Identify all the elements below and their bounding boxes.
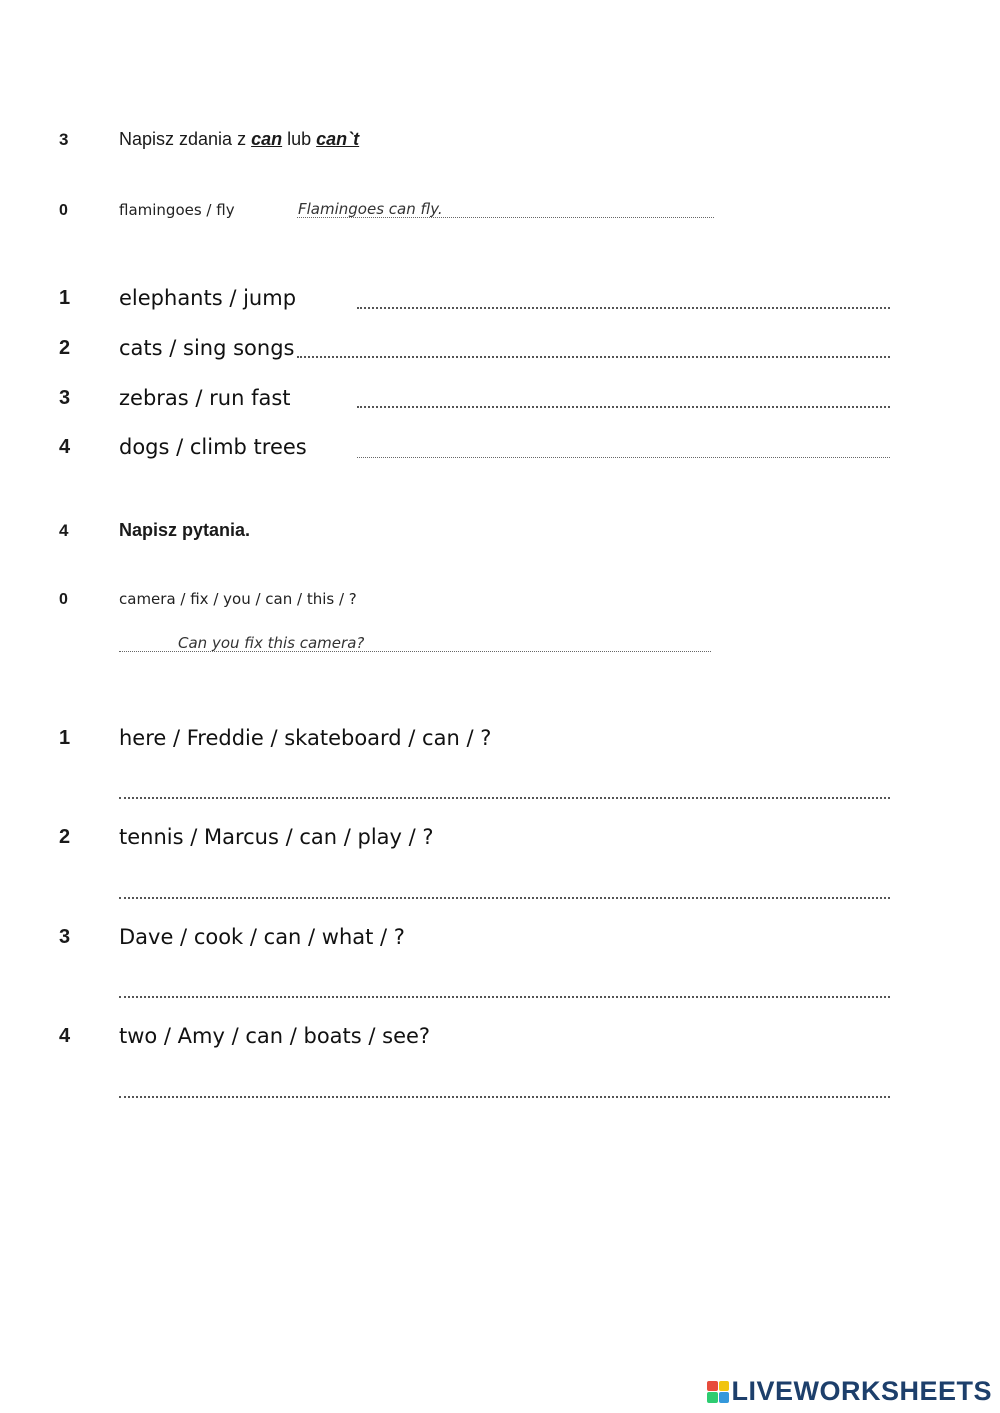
- answer-line: [119, 1096, 890, 1098]
- example-number: 0: [59, 591, 68, 608]
- logo-text: LIVEWORKSHEETS: [731, 1376, 992, 1406]
- answer-field-4-2[interactable]: [119, 876, 890, 898]
- answer-line: [297, 356, 890, 358]
- answer-field-3-3[interactable]: [357, 386, 890, 408]
- item-number: 2: [59, 337, 71, 359]
- item-prompt: elephants / jump: [119, 286, 297, 310]
- item-prompt: dogs / climb trees: [119, 435, 307, 459]
- exercise-4-number: 4: [59, 521, 69, 540]
- answer-line: [357, 406, 890, 408]
- example-answer: Can you fix this camera?: [178, 634, 365, 652]
- item-number: 3: [59, 387, 71, 409]
- answer-line: [119, 797, 890, 799]
- example-answer-line: [119, 651, 711, 652]
- example-answer: Flamingoes can fly.: [298, 200, 443, 218]
- instruction-middle: lub: [282, 129, 317, 149]
- item-number: 4: [59, 436, 71, 458]
- answer-field-4-1[interactable]: [119, 776, 890, 798]
- example-prompt: flamingoes / fly: [119, 201, 235, 219]
- logo-icon: [707, 1381, 729, 1403]
- item-prompt: two / Amy / can / boats / see?: [119, 1024, 431, 1048]
- item-prompt: tennis / Marcus / can / play / ?: [119, 825, 434, 849]
- answer-field-3-4[interactable]: [357, 435, 890, 457]
- answer-line: [357, 307, 890, 309]
- item-prompt: Dave / cook / can / what / ?: [119, 925, 405, 949]
- item-number: 2: [59, 826, 71, 848]
- instruction-prefix: Napisz zdania z: [119, 129, 252, 149]
- answer-field-4-3[interactable]: [119, 975, 890, 997]
- example-prompt: camera / fix / you / can / this / ?: [119, 590, 357, 608]
- keyword-cant: can`t: [316, 129, 360, 149]
- exercise-3-instruction: [119, 129, 359, 150]
- item-prompt: here / Freddie / skateboard / can / ?: [119, 726, 492, 750]
- answer-field-3-1[interactable]: [357, 286, 890, 308]
- exercise-4-instruction: Napisz pytania.: [119, 520, 251, 540]
- item-number: 4: [59, 1025, 71, 1047]
- answer-field-4-4[interactable]: [119, 1075, 890, 1097]
- example-number: 0: [59, 202, 68, 219]
- exercise-3-number: 3: [59, 130, 69, 149]
- liveworksheets-logo: [707, 1376, 992, 1407]
- item-number: 1: [59, 287, 71, 309]
- answer-line: [119, 897, 890, 899]
- example-answer-line: [297, 217, 714, 218]
- answer-line: [119, 996, 890, 998]
- item-prompt: cats / sing songs: [119, 336, 295, 360]
- answer-line: [357, 457, 890, 458]
- answer-field-3-2[interactable]: [297, 336, 890, 358]
- item-prompt: zebras / run fast: [119, 386, 291, 410]
- item-number: 3: [59, 926, 71, 948]
- keyword-can: can: [251, 129, 283, 149]
- item-number: 1: [59, 727, 71, 749]
